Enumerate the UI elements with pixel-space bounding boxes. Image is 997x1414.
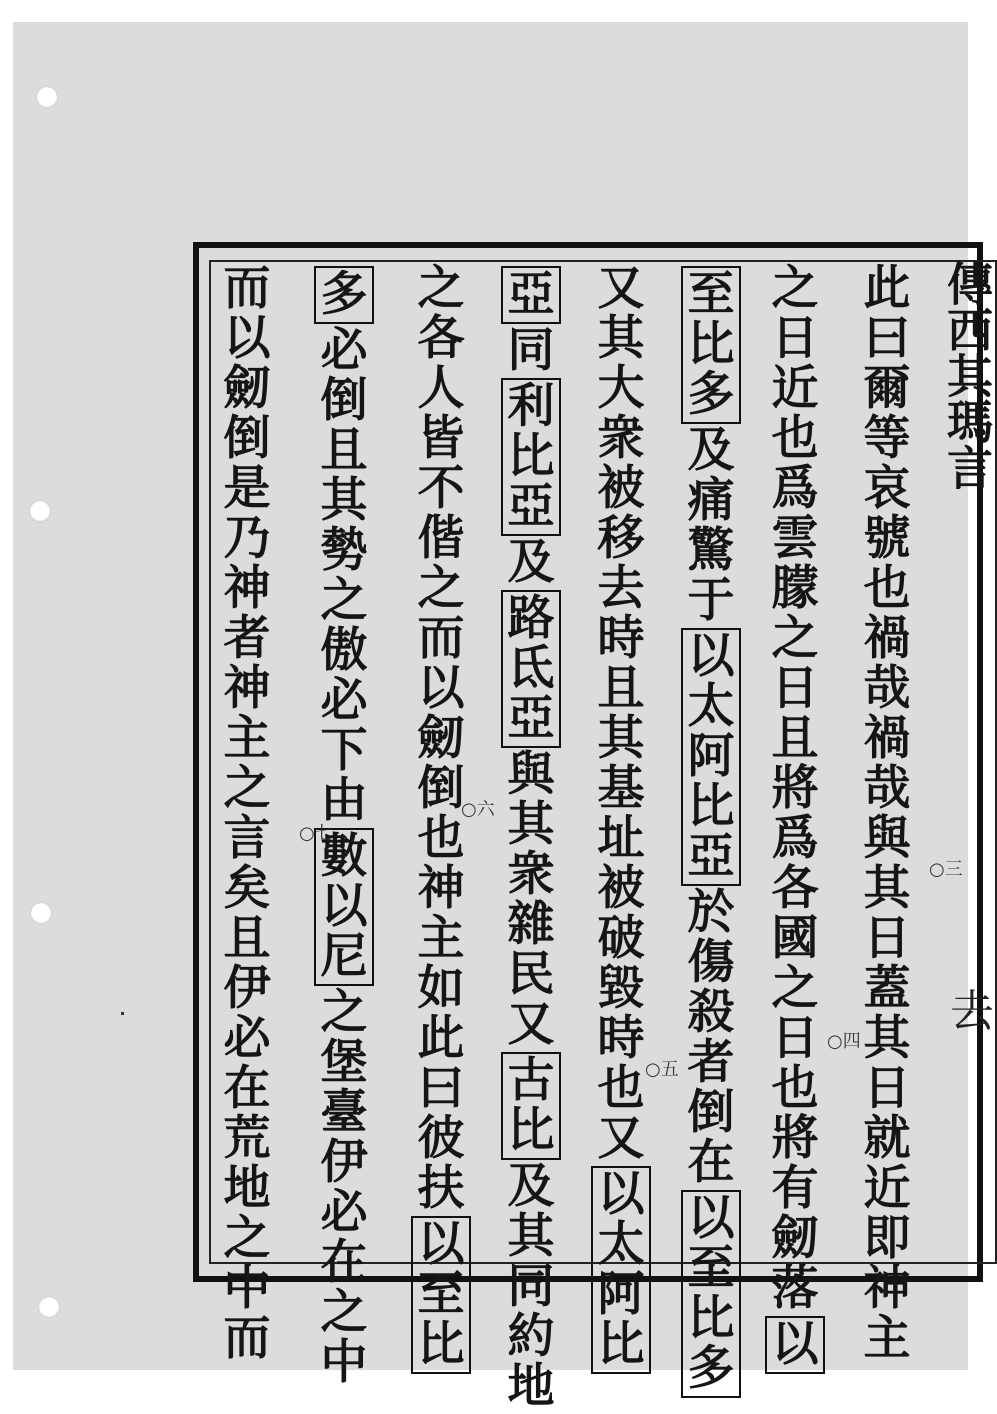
glyph: 傷 [687,935,735,990]
glyph: 即 [863,1211,911,1266]
glyph: 荒 [223,1111,271,1166]
glyph: 如 [417,961,465,1016]
boxed-proper-name [681,628,741,886]
glyph: 時 [597,1011,645,1066]
glyph: 亞 [507,691,555,746]
glyph: 且 [771,711,819,766]
glyph: 與 [507,747,555,802]
glyph: 日 [863,911,911,966]
glyph: 被 [597,861,645,916]
glyph: 也 [771,1061,819,1116]
boxed-proper-name [501,266,561,324]
glyph: 此 [863,261,911,316]
glyph: 由 [320,773,368,828]
glyph: 太 [597,1217,645,1272]
glyph: 勢 [320,523,368,578]
glyph: 必 [223,1011,271,1066]
glyph: 乃 [223,511,271,566]
glyph: 與 [863,811,911,866]
glyph: 近 [863,1161,911,1216]
glyph: 氐 [507,641,555,696]
verse-marker-3: ○三 [929,859,963,880]
glyph: 號 [863,511,911,566]
glyph: 尼 [320,929,368,984]
text-segment [415,261,467,1216]
glyph: 主 [223,711,271,766]
glyph: 利 [507,379,555,434]
glyph: 其 [320,473,368,528]
glyph: 以 [687,629,735,684]
text-segment [685,885,737,1190]
glyph: 地 [223,1161,271,1216]
glyph: 其 [597,311,645,366]
glyph: 之 [771,261,819,316]
verse-marker-5: ○五 [645,1059,679,1080]
glyph: 痛 [687,473,735,528]
text-segment [505,535,557,590]
glyph: 雲 [771,511,819,566]
glyph: 之 [417,261,465,316]
glyph: 驚 [687,523,735,578]
glyph: 以 [223,311,271,366]
margin-glyph: 去 [950,986,994,1037]
glyph: 日 [863,1061,911,1116]
boxed-proper-name [314,266,374,324]
printed-page-frame [193,242,994,1414]
glyph: 毀 [597,961,645,1016]
glyph: 且 [320,423,368,478]
glyph: 移 [597,511,645,566]
glyph: 爲 [771,811,819,866]
text-column-2 [767,261,823,1376]
glyph: 臺 [320,1085,368,1140]
glyph: 朦 [771,561,819,616]
glyph: 及 [507,1159,555,1214]
glyph: 阿 [687,729,735,784]
glyph: 之 [417,561,465,616]
glyph: 等 [863,411,911,466]
glyph: 比 [417,1317,465,1372]
glyph: 劒 [771,1211,819,1266]
text-segment [221,261,273,1366]
glyph: 亞 [507,479,555,534]
glyph: 以 [417,1217,465,1272]
header-fragment-column [937,260,997,490]
binder-hole [38,1296,60,1318]
glyph: 以 [320,879,368,934]
glyph: 基 [597,761,645,816]
glyph: 矣 [223,861,271,916]
glyph: 主 [863,1311,911,1366]
text-segment [505,1159,557,1414]
glyph: 堡 [320,1035,368,1090]
glyph: 以 [597,1167,645,1222]
glyph: 禍 [863,711,911,766]
glyph: 又 [597,1111,645,1166]
glyph: 至 [687,1241,735,1296]
verse-marker-4: ○四 [827,1031,861,1052]
binder-hole [36,86,58,108]
glyph: 比 [687,1291,735,1346]
glyph: 同 [507,1259,555,1314]
glyph: 且 [223,911,271,966]
glyph: 神 [223,661,271,716]
text-segment [769,261,821,1316]
glyph: 在 [687,1135,735,1190]
glyph: 古 [507,1053,555,1108]
glyph: 在 [223,1061,271,1116]
glyph: 且 [597,661,645,716]
glyph: 之 [771,961,819,1016]
glyph: 及 [507,535,555,590]
text-column-3 [683,264,739,1400]
glyph: 多 [320,267,368,322]
glyph: 址 [597,811,645,866]
glyph: 比 [507,429,555,484]
glyph: 之 [223,761,271,816]
boxed-proper-name [591,1166,651,1374]
glyph: 曰 [863,311,911,366]
glyph: 比 [597,1317,645,1372]
glyph: 禍 [863,611,911,666]
glyph: 又 [597,261,645,316]
glyph: 將 [771,761,819,816]
glyph: 其 [863,1011,911,1066]
glyph: 下 [320,723,368,778]
glyph: 之 [223,1211,271,1266]
header-fragment: 傳西其瑪言 [940,260,994,490]
glyph: 爾 [863,361,911,416]
glyph: 於 [687,885,735,940]
glyph: 必 [320,1185,368,1240]
text-segment [318,323,370,828]
glyph: 言 [223,811,271,866]
glyph: 主 [417,911,465,966]
glyph: 時 [597,611,645,666]
glyph: 其 [863,861,911,916]
glyph: 國 [771,911,819,966]
glyph: 又 [507,997,555,1052]
glyph: 近 [771,361,819,416]
glyph: 以 [687,1191,735,1246]
verse-marker-6: ○六 [461,799,495,820]
glyph: 亞 [687,829,735,884]
glyph: 至 [687,267,735,322]
glyph: 此 [417,1011,465,1066]
glyph: 以 [771,1317,819,1372]
glyph: 比 [687,317,735,372]
glyph: 各 [417,311,465,366]
glyph: 皆 [417,411,465,466]
glyph: 倒 [320,373,368,428]
glyph: 約 [507,1309,555,1364]
glyph: 伊 [223,961,271,1016]
glyph: 日 [771,1011,819,1066]
glyph: 衆 [507,847,555,902]
glyph: 而 [417,611,465,666]
glyph: 同 [507,323,555,378]
glyph: 去 [597,561,645,616]
glyph: 亞 [507,267,555,322]
glyph: 其 [507,797,555,852]
glyph: 者 [223,611,271,666]
glyph: 太 [687,679,735,734]
glyph: 神 [417,861,465,916]
glyph: 哉 [863,761,911,816]
speck [121,1012,124,1015]
text-column-5 [503,264,559,1412]
glyph: 多 [687,367,735,422]
glyph: 之 [320,573,368,628]
glyph: 而 [223,261,271,316]
boxed-proper-name [314,828,374,986]
glyph: 中 [320,1335,368,1390]
glyph: 人 [417,361,465,416]
glyph: 于 [687,573,735,628]
glyph: 倒 [687,1085,735,1140]
text-segment [685,423,737,628]
glyph: 扶 [417,1161,465,1216]
boxed-proper-name [501,378,561,536]
boxed-proper-name [765,1316,825,1374]
glyph: 其 [597,711,645,766]
glyph: 傲 [320,623,368,678]
glyph: 也 [417,811,465,866]
glyph: 伊 [320,1135,368,1190]
glyph: 倒 [223,411,271,466]
glyph: 之 [320,985,368,1040]
glyph: 衆 [597,411,645,466]
glyph: 蓋 [863,961,911,1016]
binder-hole [29,500,51,522]
glyph: 哉 [863,661,911,716]
boxed-proper-name [501,1052,561,1160]
glyph: 以 [417,661,465,716]
glyph: 其 [507,1209,555,1264]
glyph: 日 [771,311,819,366]
glyph: 曰 [417,1061,465,1116]
verse-marker-7: ○七 [299,823,333,844]
glyph: 也 [597,1061,645,1116]
glyph: 不 [417,461,465,516]
glyph: 多 [687,1341,735,1396]
glyph: 比 [507,1103,555,1158]
glyph: 阿 [597,1267,645,1322]
glyph: 也 [771,411,819,466]
glyph: 之 [320,1285,368,1340]
glyph: 劒 [417,711,465,766]
boxed-proper-name [681,266,741,424]
glyph: 哀 [863,461,911,516]
glyph: 彼 [417,1111,465,1166]
glyph: 至 [417,1267,465,1322]
boxed-proper-name [681,1190,741,1398]
text-column-1 [859,261,915,1366]
text-column-4 [593,261,649,1376]
glyph: 神 [863,1261,911,1316]
glyph: 者 [687,1035,735,1090]
glyph: 地 [507,1359,555,1414]
glyph: 大 [597,361,645,416]
glyph: 被 [597,461,645,516]
glyph: 民 [507,947,555,1002]
text-segment [318,985,370,1390]
glyph: 數 [320,829,368,884]
glyph: 殺 [687,985,735,1040]
glyph: 是 [223,461,271,516]
glyph: 有 [771,1161,819,1216]
glyph: 倒 [417,761,465,816]
glyph: 之 [771,611,819,666]
glyph: 落 [771,1261,819,1316]
boxed-proper-name [411,1216,471,1374]
glyph: 日 [771,661,819,716]
glyph: 將 [771,1111,819,1166]
glyph: 各 [771,861,819,916]
glyph: 神 [223,561,271,616]
glyph: 劒 [223,361,271,416]
glyph: 也 [863,561,911,616]
glyph: 比 [687,779,735,834]
boxed-proper-name [501,590,561,748]
glyph: 路 [507,591,555,646]
glyph: 必 [320,323,368,378]
text-segment [505,747,557,1052]
glyph: 在 [320,1235,368,1290]
glyph: 及 [687,423,735,478]
glyph: 爲 [771,461,819,516]
glyph: 破 [597,911,645,966]
text-segment [505,323,557,378]
text-column-6 [413,261,469,1376]
glyph: 而 [223,1311,271,1366]
glyph: 就 [863,1111,911,1166]
text-column-8 [219,261,275,1366]
glyph: 偕 [417,511,465,566]
glyph: 必 [320,673,368,728]
text-segment [595,261,647,1166]
glyph: 中 [223,1261,271,1316]
glyph: 雜 [507,897,555,952]
binder-hole [30,902,52,924]
text-segment [861,261,913,1366]
